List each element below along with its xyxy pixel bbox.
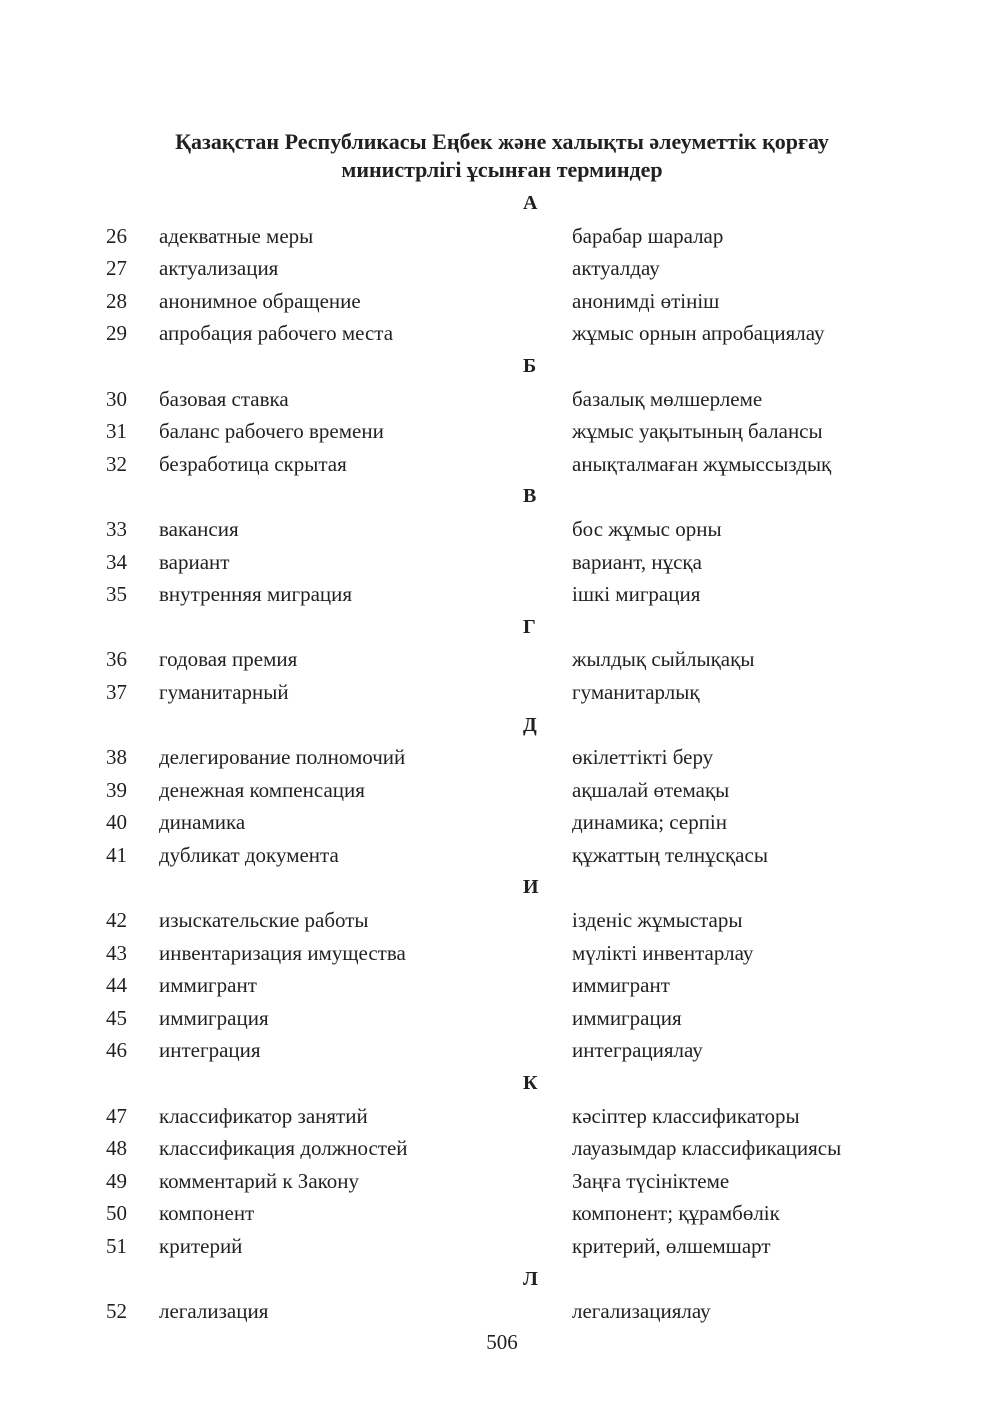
term-kazakh: анонимді өтініш: [572, 288, 720, 313]
term-kazakh: бос жұмыс орны: [572, 516, 722, 541]
term-kazakh: базалық мөлшерлеме: [572, 386, 763, 411]
term-number: 51: [106, 1234, 127, 1258]
term-number: 48: [106, 1136, 127, 1161]
term-kazakh: өкілеттікті беру: [572, 745, 714, 770]
term-kazakh: барабар шаралар: [572, 223, 724, 248]
term-russian: дубликат документа: [159, 842, 339, 867]
term-number: 28: [106, 288, 127, 313]
term-russian: делегирование полномочий: [159, 745, 406, 770]
term-row: [0, 285, 1004, 318]
section-letter: А: [523, 192, 538, 214]
term-kazakh: жұмыс уақытының балансы: [572, 419, 823, 444]
section-letter: Д: [523, 713, 537, 736]
term-number: 41: [106, 842, 127, 867]
term-row: [0, 415, 1004, 448]
term-row: [0, 1002, 1004, 1035]
term-kazakh: интеграциялау: [572, 1038, 703, 1063]
term-kazakh: компонент; құрамбөлік: [572, 1201, 780, 1226]
term-row: [0, 317, 1004, 350]
term-russian: иммиграция: [159, 1005, 269, 1030]
term-number: 29: [106, 321, 127, 346]
term-number: 33: [106, 516, 127, 541]
term-row: [0, 578, 1004, 611]
term-russian: адекватные меры: [159, 223, 314, 248]
term-number: 47: [106, 1103, 127, 1128]
term-number: 44: [106, 973, 127, 998]
term-row: [0, 252, 1004, 285]
term-russian: динамика: [159, 810, 246, 835]
term-russian: критерий: [159, 1234, 243, 1258]
section-letter: К: [523, 1072, 538, 1095]
term-row: [0, 383, 1004, 416]
term-russian: изыскательские работы: [159, 908, 369, 933]
term-kazakh: вариант, нұсқа: [572, 549, 702, 574]
term-kazakh: лауазымдар классификациясы: [572, 1136, 842, 1161]
term-row: [0, 774, 1004, 807]
term-row: [0, 643, 1004, 676]
term-number: 31: [106, 419, 127, 444]
term-row: [0, 546, 1004, 579]
term-row: [0, 676, 1004, 709]
section-letter: И: [523, 876, 539, 899]
term-russian: интеграция: [159, 1038, 261, 1063]
term-number: 45: [106, 1005, 127, 1030]
term-kazakh: жұмыс орнын апробациялау: [572, 321, 825, 346]
term-kazakh: кәсіптер классификаторы: [572, 1103, 800, 1128]
term-row: [0, 1132, 1004, 1165]
term-russian: классификатор занятий: [159, 1103, 368, 1128]
term-kazakh: анықталмаған жұмыссыздық: [572, 451, 832, 476]
term-russian: безработица скрытая: [159, 451, 347, 476]
term-number: 40: [106, 810, 127, 835]
term-russian: гуманитарный: [159, 679, 289, 704]
term-number: 39: [106, 777, 127, 802]
title-line-2: министрлігі ұсынған терминдер: [341, 157, 663, 182]
term-row: [0, 513, 1004, 546]
term-russian: вакансия: [159, 516, 239, 541]
term-row: [0, 1165, 1004, 1198]
term-russian: легализация: [159, 1299, 269, 1324]
term-row: [0, 904, 1004, 937]
term-number: 35: [106, 582, 127, 607]
term-kazakh: гуманитарлық: [572, 679, 700, 704]
term-russian: иммигрант: [159, 973, 257, 998]
term-kazakh: құжаттың телнұсқасы: [572, 842, 768, 867]
term-number: 42: [106, 908, 127, 933]
term-russian: апробация рабочего места: [159, 321, 394, 346]
term-russian: инвентаризация имущества: [159, 940, 406, 965]
term-row: [0, 1034, 1004, 1067]
section-letter: В: [523, 485, 537, 508]
term-kazakh: критерий, өлшемшарт: [572, 1234, 771, 1258]
term-kazakh: мүлікті инвентарлау: [572, 940, 754, 965]
page-number: 506: [486, 1330, 518, 1354]
term-kazakh: ақшалай өтемақы: [572, 777, 730, 802]
term-russian: баланс рабочего времени: [159, 419, 384, 444]
term-kazakh: легализациялау: [572, 1299, 711, 1324]
term-row: [0, 1230, 1004, 1263]
section-letter: Б: [523, 354, 537, 377]
term-number: 36: [106, 647, 127, 672]
term-number: 30: [106, 386, 127, 411]
term-row: [0, 969, 1004, 1002]
term-row: [0, 839, 1004, 872]
page-title: [0, 128, 1004, 184]
term-russian: анонимное обращение: [159, 288, 361, 313]
term-kazakh: актуалдау: [572, 256, 660, 281]
term-row: [0, 1100, 1004, 1133]
term-row: [0, 1295, 1004, 1328]
term-row: [0, 806, 1004, 839]
term-kazakh: Заңға түсініктеме: [572, 1168, 730, 1193]
term-number: 46: [106, 1038, 127, 1063]
term-number: 34: [106, 549, 127, 574]
term-russian: вариант: [159, 549, 230, 574]
term-kazakh: иммигрант: [572, 973, 670, 998]
term-number: 37: [106, 679, 127, 704]
term-number: 50: [106, 1201, 127, 1226]
section-letter: Л: [523, 1267, 538, 1290]
term-russian: классификация должностей: [159, 1136, 408, 1161]
term-number: 38: [106, 745, 127, 770]
term-number: 26: [106, 223, 127, 248]
section-letter: Г: [523, 615, 536, 638]
term-row: [0, 741, 1004, 774]
title-line-1: Қазақстан Республикасы Еңбек және халықты әлеуметтік қорғау: [175, 129, 829, 154]
term-kazakh: иммиграция: [572, 1005, 682, 1030]
term-russian: комментарий к Закону: [159, 1168, 360, 1193]
term-number: 32: [106, 451, 127, 476]
term-kazakh: жылдық сыйлықақы: [572, 647, 755, 672]
term-russian: базовая ставка: [159, 386, 289, 411]
term-number: 27: [106, 256, 127, 281]
term-row: [0, 220, 1004, 253]
term-row: [0, 448, 1004, 481]
term-russian: компонент: [159, 1201, 255, 1226]
term-kazakh: ізденіс жұмыстары: [572, 908, 743, 933]
term-russian: актуализация: [159, 256, 279, 281]
term-number: 49: [106, 1168, 127, 1193]
term-number: 52: [106, 1299, 127, 1324]
term-russian: годовая премия: [159, 647, 298, 672]
term-russian: денежная компенсация: [159, 777, 365, 802]
term-kazakh: динамика; серпін: [572, 810, 728, 835]
term-number: 43: [106, 940, 127, 965]
glossary-list: [0, 187, 1004, 1328]
term-kazakh: ішкі миграция: [572, 582, 701, 607]
term-row: [0, 937, 1004, 970]
term-russian: внутренняя миграция: [159, 582, 353, 607]
term-row: [0, 1197, 1004, 1230]
